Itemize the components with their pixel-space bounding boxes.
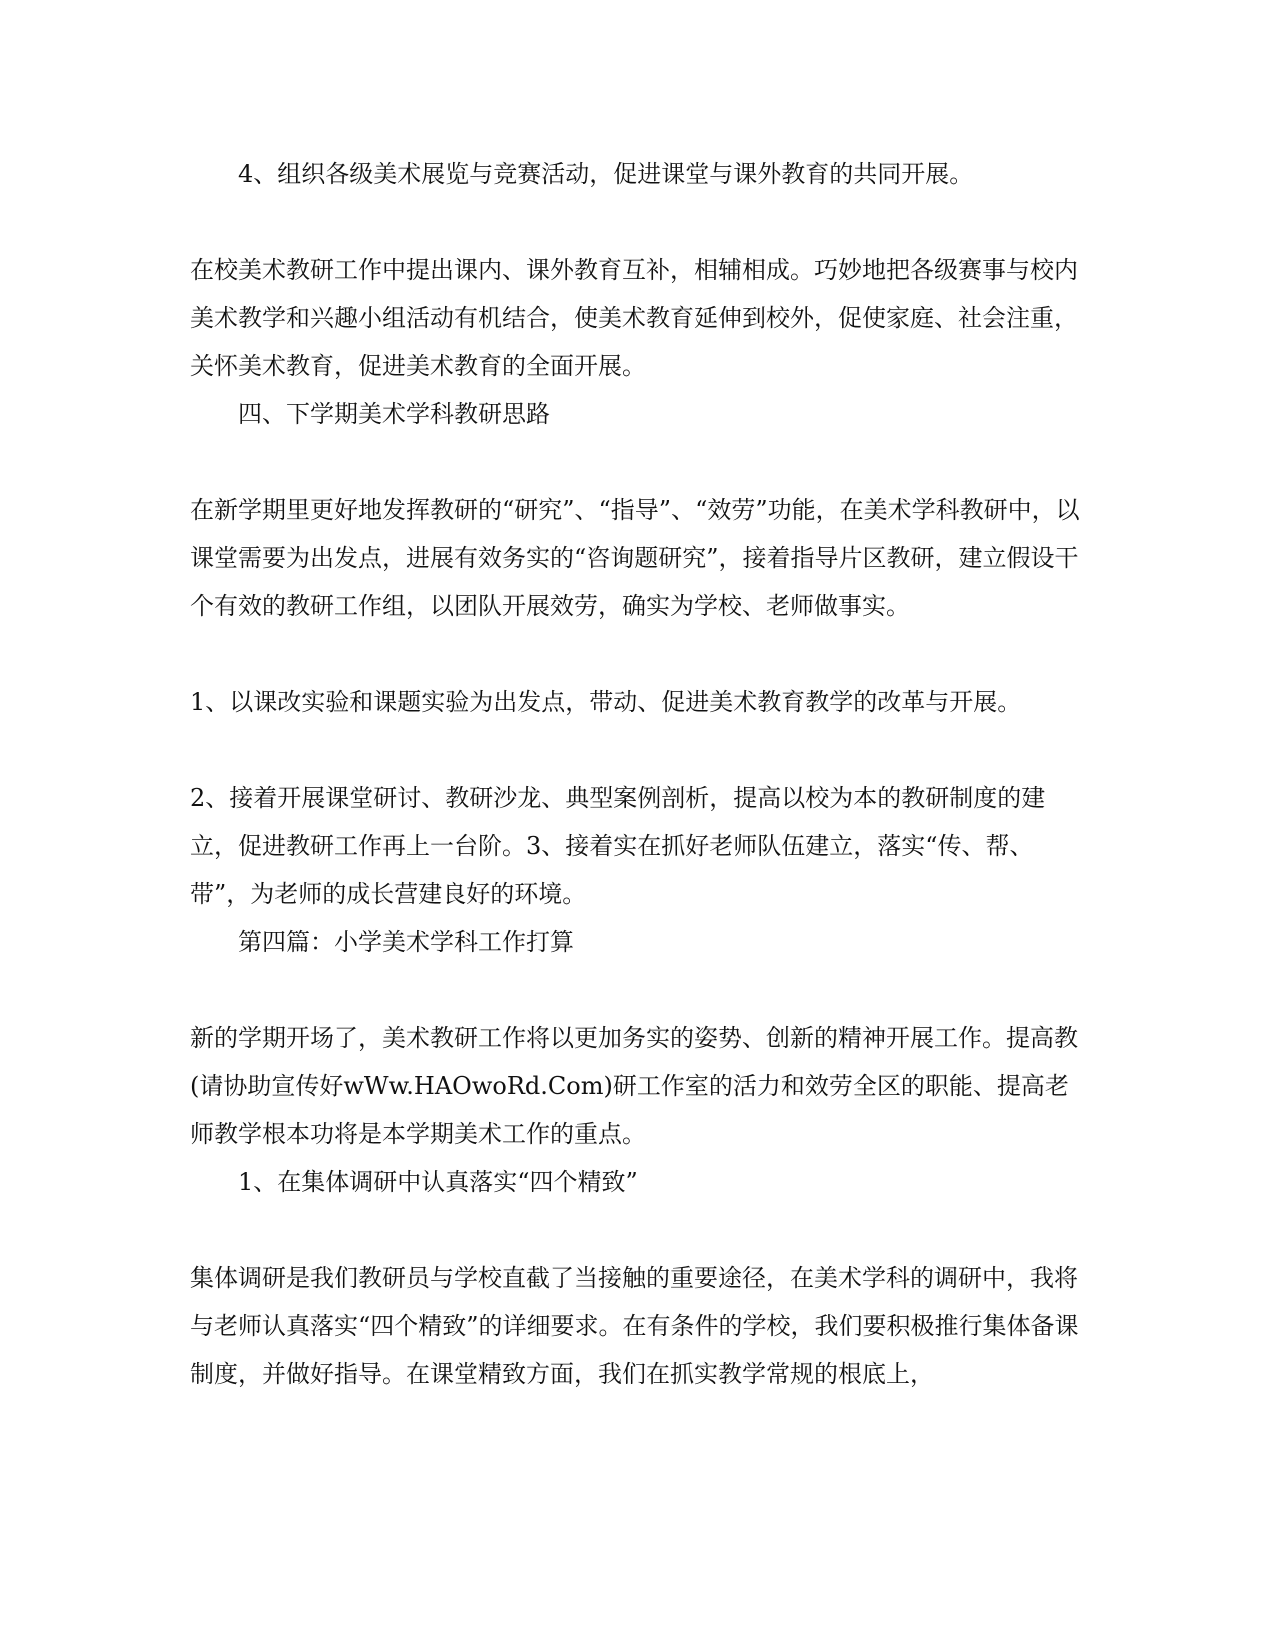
paragraph-item-2-3: 2、接着开展课堂研讨、教研沙龙、典型案例剖析，提高以校为本的教研制度的建立，促进教研工作再上一台阶。3、接着实在抓好老师队伍建立，落实“传、帮、带”，为老师的成长营建良好的环境。: [190, 784, 1046, 908]
paragraph-extracurricular: 在校美术教研工作中提出课内、课外教育互补，相辅相成。巧妙地把各级赛事与校内美术教学和兴趣小组活动有机结合，使美术教育延伸到校外，促使家庭、社会注重，关怀美术教育，促进美术教育的全面开展。: [190, 256, 1078, 380]
paragraph-gap: [190, 966, 1085, 1014]
paragraph-gap: [190, 438, 1085, 486]
subheading-four-refined: 1、在集体调研中认真落实“四个精致”: [238, 1168, 638, 1196]
paragraph-gap: [190, 726, 1085, 774]
chapter-heading-four: 第四篇：小学美术学科工作打算: [238, 928, 574, 956]
paragraph-item-1: 1、以课改实验和课题实验为出发点，带动、促进美术教育教学的改革与开展。: [190, 688, 1022, 716]
paragraph-item-4: 4、组织各级美术展览与竞赛活动，促进课堂与课外教育的共同开展。: [238, 160, 974, 188]
paragraph-new-semester: 在新学期里更好地发挥教研的“研究”、“指导”、“效劳”功能，在美术学科教研中，以课堂需要为出发点，进展有效务实的“咨询题研究”，接着指导片区教研，建立假设干个有效的教研工作组，以团队开展效劳，确实为学校、老师做事实。: [190, 496, 1080, 620]
document-body: [190, 150, 1085, 1398]
paragraph-collective-research: 集体调研是我们教研员与学校直截了当接触的重要途径，在美术学科的调研中，我将与老师认真落实“四个精致”的详细要求。在有条件的学校，我们要积极推行集体备课制度，并做好指导。在课堂精致方面，我们在抓实教学常规的根底上，: [190, 1264, 1079, 1388]
paragraph-gap: [190, 198, 1085, 246]
paragraph-gap: [190, 630, 1085, 678]
paragraph-gap: [190, 1206, 1085, 1254]
section-heading-four: 四、下学期美术学科教研思路: [238, 400, 550, 428]
paragraph-semester-start: 新的学期开场了，美术教研工作将以更加务实的姿势、创新的精神开展工作。提高教(请协助宣传好wWw.HAOwoRd.Com)研工作室的活力和效劳全区的职能、提高老师教学根本功将是本学期美术工作的重点。: [190, 1024, 1078, 1148]
